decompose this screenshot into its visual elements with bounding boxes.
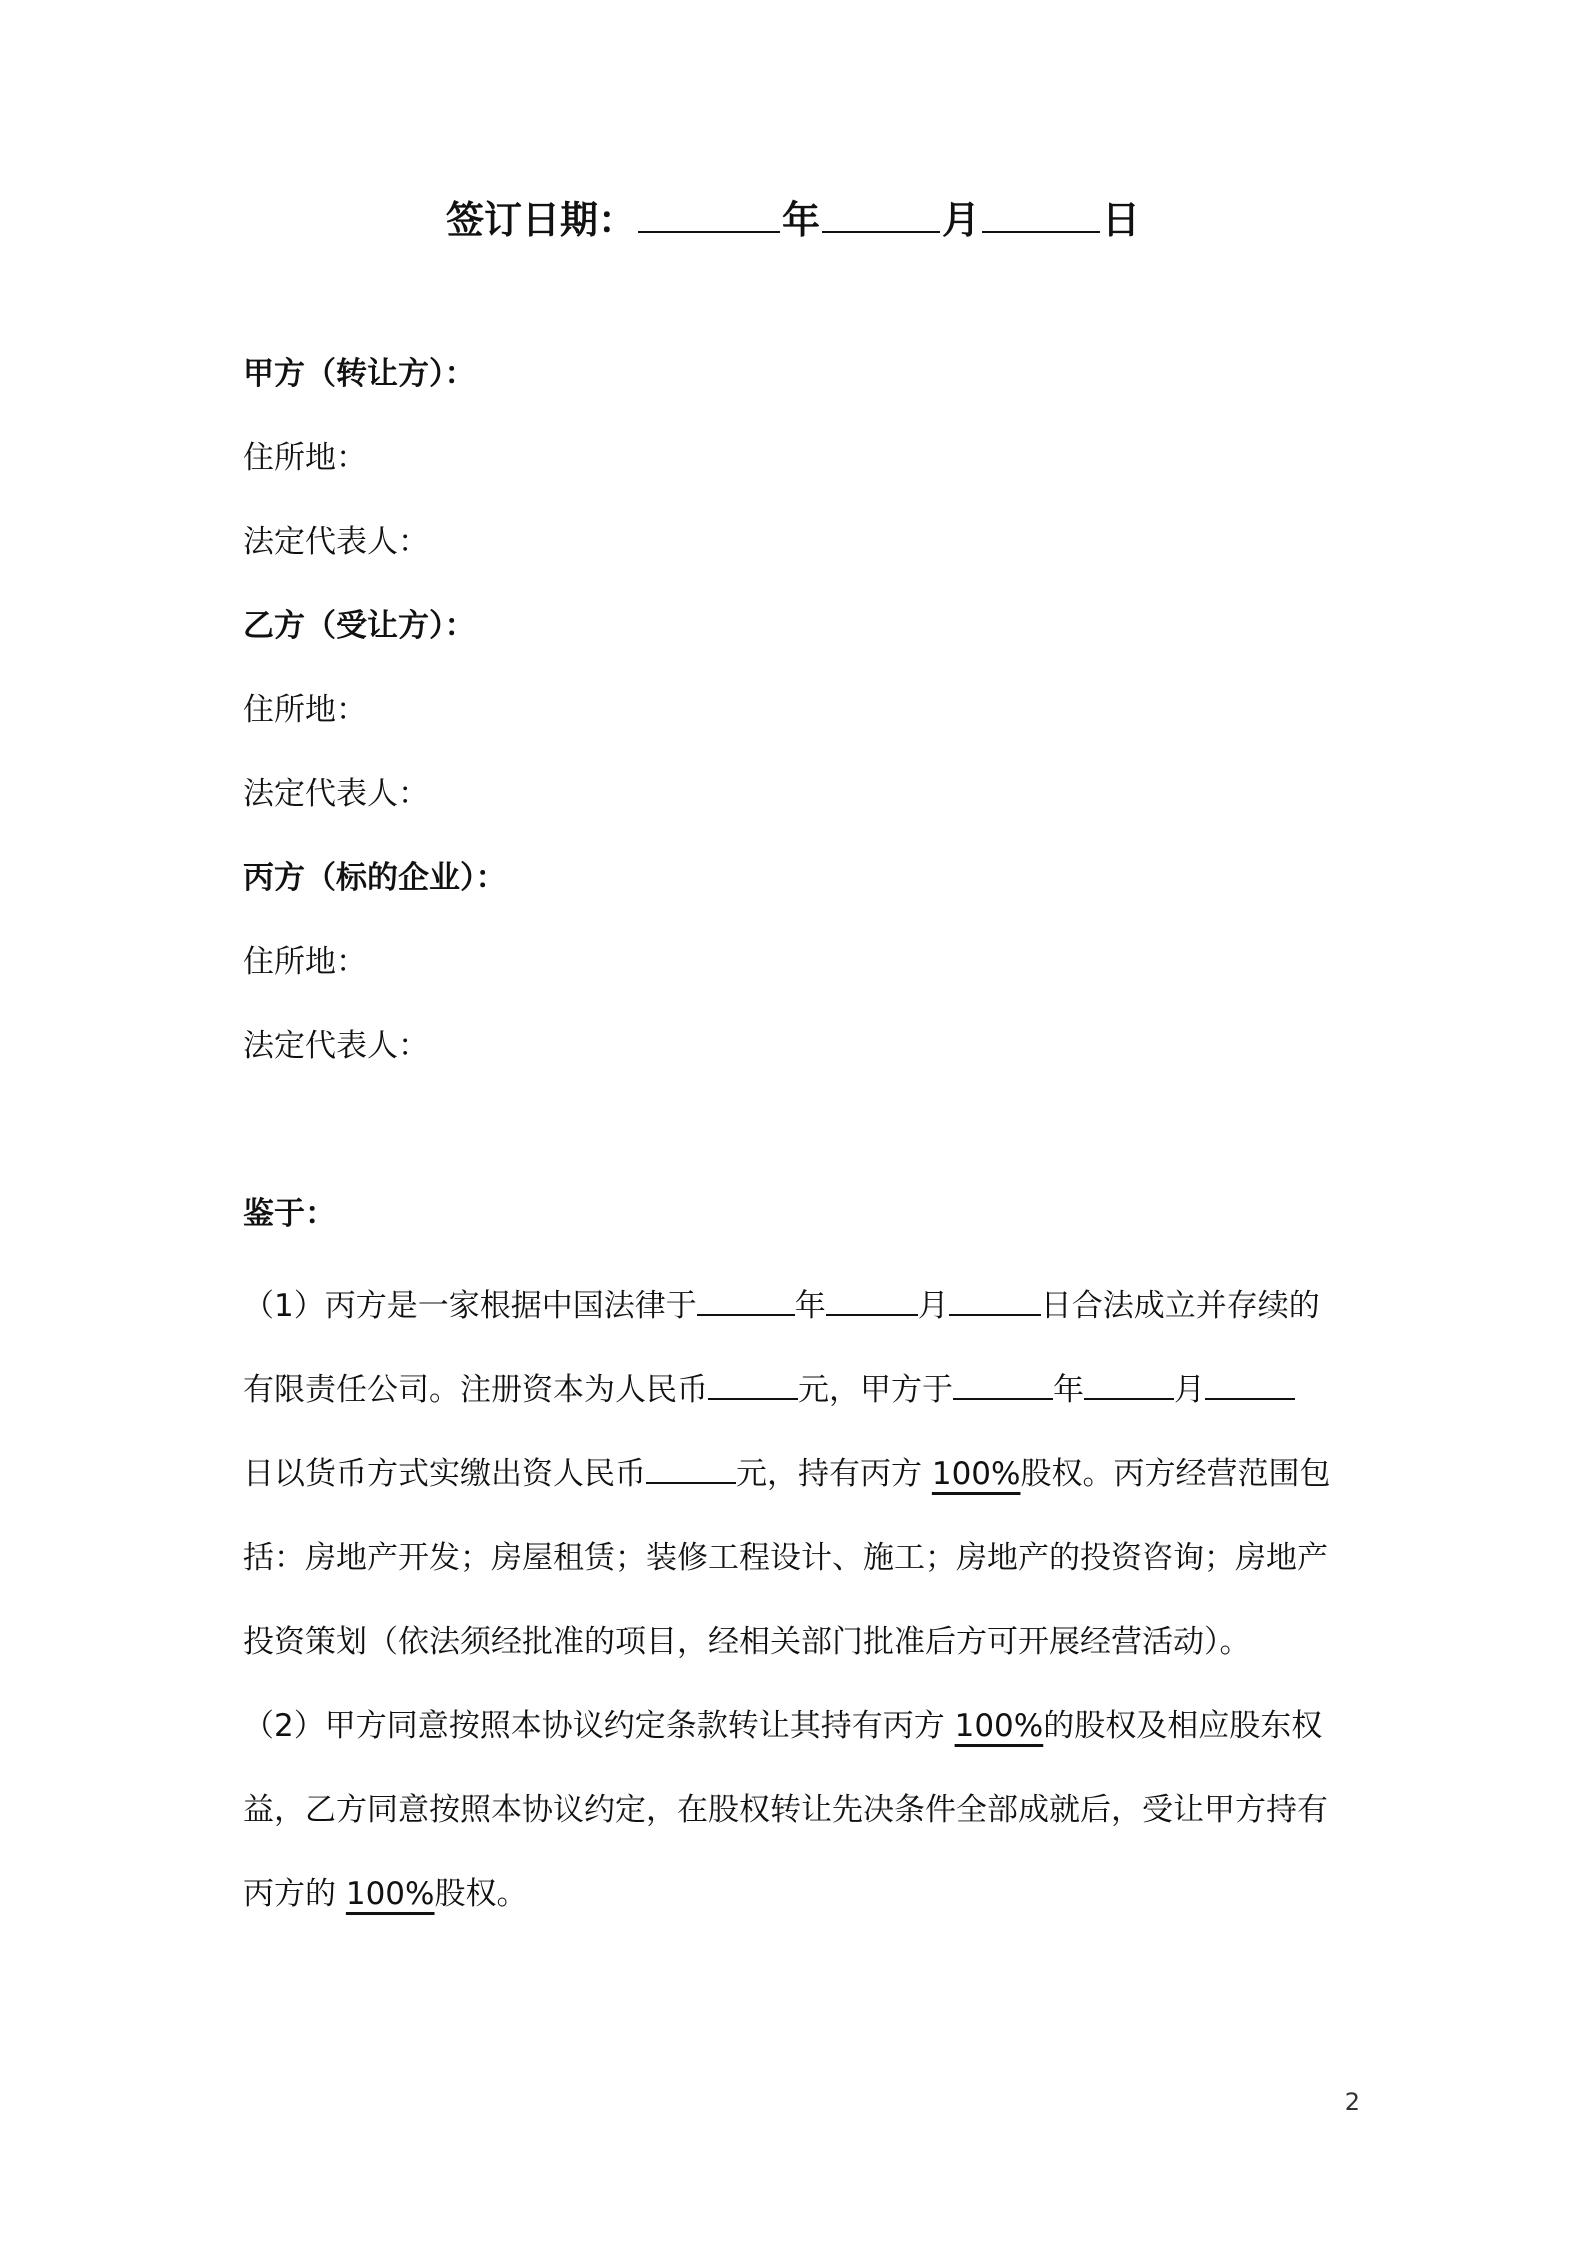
p1-line-2-text-b: 元，甲方于: [798, 1372, 953, 1408]
p1-month-blank: [826, 1280, 918, 1316]
party-b-address: 住所地：: [243, 692, 367, 728]
p2-line-1: [243, 1684, 1356, 1768]
signing-month-blank: [822, 191, 940, 233]
whereas-heading: 鉴于：: [243, 1196, 336, 1232]
party-a-rep: 法定代表人：: [243, 524, 429, 560]
p1-line-4: 括：房地产开发；房屋租赁；装修工程设计、施工；房地产的投资咨询；房地产: [243, 1540, 1328, 1576]
p1-paid-month-blank: [1084, 1364, 1174, 1400]
p1-line-5: 投资策划（依法须经批准的项目，经相关部门批准后方可开展经营活动）。: [243, 1624, 1251, 1660]
party-a-title: 甲方（转让方）：: [243, 356, 476, 392]
p1-line-2: [243, 1348, 1356, 1432]
page-number: 2: [1344, 2088, 1360, 2116]
p1-line-1: [243, 1264, 1356, 1348]
p1-line-2-month-label: 月: [1174, 1372, 1205, 1408]
p1-paid-amount-blank: [646, 1448, 736, 1484]
p1-month-label: 月: [917, 1288, 949, 1324]
p2-share-percent: 100%: [954, 1708, 1044, 1744]
signing-date-label: 签订日期：: [445, 198, 636, 242]
p2-line-2: 益，乙方同意按照本协议约定，在股权转让先决条件全部成就后，受让甲方持有: [243, 1792, 1328, 1828]
party-c-title: 丙方（标的企业）：: [243, 860, 507, 896]
signing-month-label: 月: [942, 198, 981, 242]
signing-year-blank: [638, 191, 780, 233]
p1-paid-day-blank: [1205, 1364, 1295, 1400]
signing-day-blank: [982, 191, 1100, 233]
p1-day-blank: [949, 1280, 1041, 1316]
party-c-rep: 法定代表人：: [243, 1028, 429, 1064]
p2-line-3: [243, 1852, 1356, 1936]
whereas-paragraph-1: [243, 1264, 1356, 1684]
party-a-address: 住所地：: [243, 440, 367, 476]
p1-capital-blank: [708, 1364, 798, 1400]
party-b-rep: 法定代表人：: [243, 776, 429, 812]
p1-line-3-text-b: 元，持有丙方: [736, 1456, 922, 1492]
p1-line-2-text-a: 有限责任公司。注册资本为人民币: [243, 1372, 708, 1408]
p1-paid-year-blank: [953, 1364, 1053, 1400]
p1-line-3-text-c: 股权。丙方经营范围包: [1020, 1456, 1331, 1492]
p2-final-percent: 100%: [345, 1876, 435, 1912]
p1-year-blank: [697, 1280, 795, 1316]
p1-line-3-text-a: 日以货币方式实缴出资人民币: [243, 1456, 646, 1492]
signing-date-line: [0, 190, 1586, 250]
p1-share-percent: 100%: [931, 1456, 1021, 1492]
p2-line-3-text-a: 丙方的: [243, 1876, 336, 1912]
signing-year-label: 年: [781, 198, 820, 242]
p2-line-1-text-b: 的股权及相应股东权: [1043, 1708, 1323, 1744]
signing-day-label: 日: [1102, 198, 1141, 242]
p2-line-3-text-b: 股权。: [434, 1876, 528, 1912]
party-c-address: 住所地：: [243, 944, 367, 980]
p1-line-2-year-label: 年: [1053, 1372, 1084, 1408]
p1-year-label: 年: [794, 1288, 826, 1324]
p2-line-1-text-a: （2）甲方同意按照本协议约定条款转让其持有丙方: [243, 1708, 945, 1744]
party-b-title: 乙方（受让方）：: [243, 608, 476, 644]
whereas-paragraph-2: [243, 1684, 1356, 1936]
p1-line-1-text-b: 日合法成立并存续的: [1040, 1288, 1320, 1324]
p1-line-1-text-a: （1）丙方是一家根据中国法律于: [243, 1288, 697, 1324]
p1-line-3: [243, 1432, 1356, 1516]
